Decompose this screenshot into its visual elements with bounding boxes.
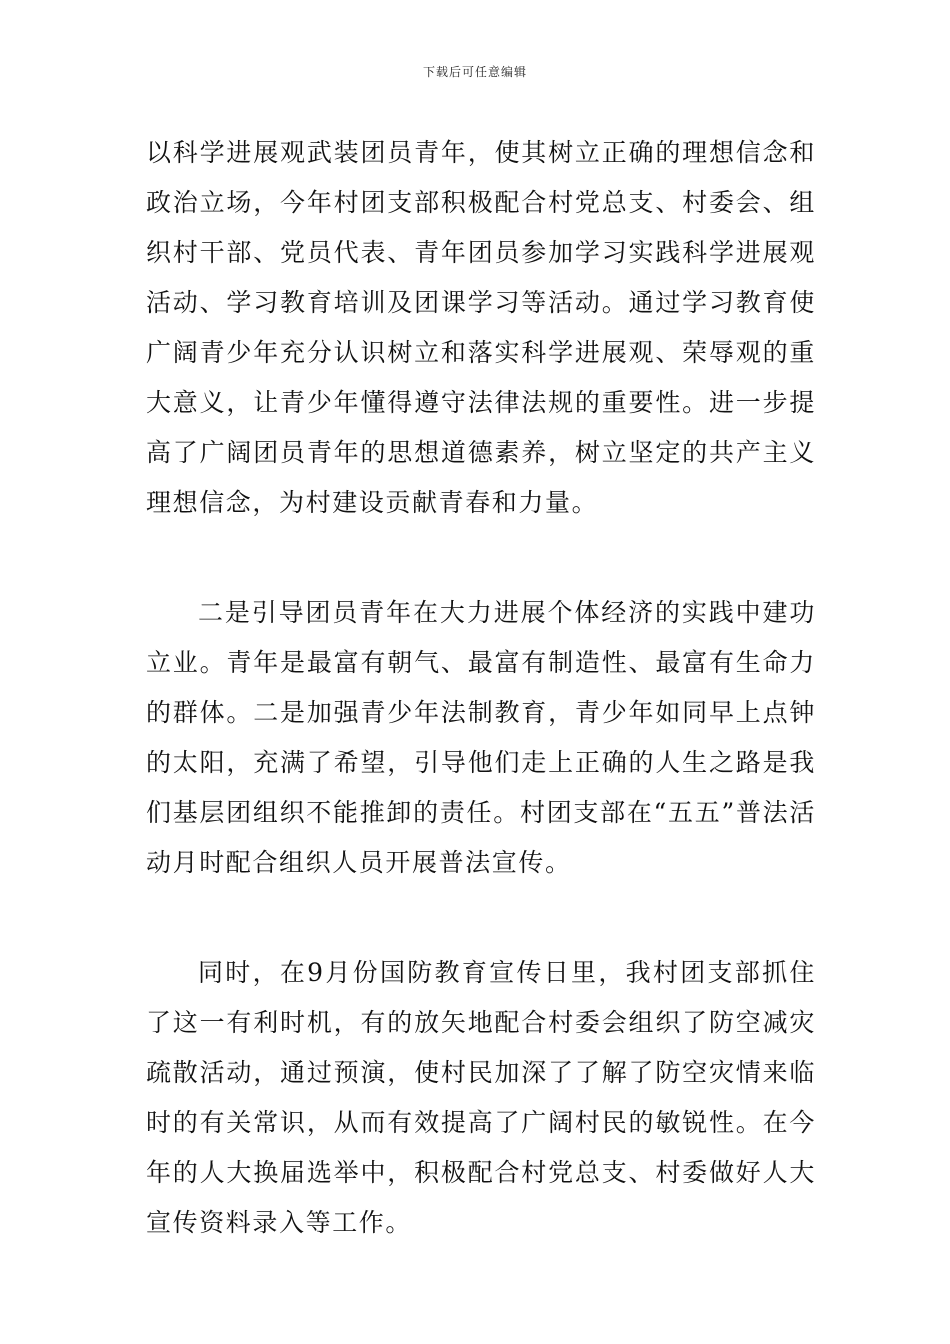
document-body: [146, 128, 816, 1248]
paragraph-3: 同时，在9月份国防教育宣传日里，我村团支部抓住了这一有利时机，有的放矢地配合村委会组织了防空减灾疏散活动，通过预演，使村民加深了了解了防空灾情来临时的有关常识，从而有效提高了广阔村民的敏锐性。在今年的人大换届选举中，积极配合村党总支、村委做好人大宣传资料录入等工作。: [146, 958, 816, 1237]
paragraph-2: 二是引导团员青年在大力进展个体经济的实践中建功立业。青年是最富有朝气、最富有制造性、最富有生命力的群体。二是加强青少年法制教育，青少年如同早上点钟的太阳，充满了希望，引导他们走上正确的人生之路是我们基层团组织不能推卸的责任。村团支部在“五五”普法活动月时配合组织人员开展普法宣传。: [146, 598, 816, 877]
paragraph-1: 以科学进展观武装团员青年，使其树立正确的理想信念和政治立场，今年村团支部积极配合村党总支、村委会、组织村干部、党员代表、青年团员参加学习实践科学进展观活动、学习教育培训及团课学习等活动。通过学习教育使广阔青少年充分认识树立和落实科学进展观、荣辱观的重大意义，让青少年懂得遵守法律法规的重要性。进一步提高了广阔团员青年的思想道德素养，树立坚定的共产主义理想信念，为村建设贡献青春和力量。: [146, 138, 816, 517]
page-header-note: 下载后可任意编辑: [422, 65, 527, 79]
